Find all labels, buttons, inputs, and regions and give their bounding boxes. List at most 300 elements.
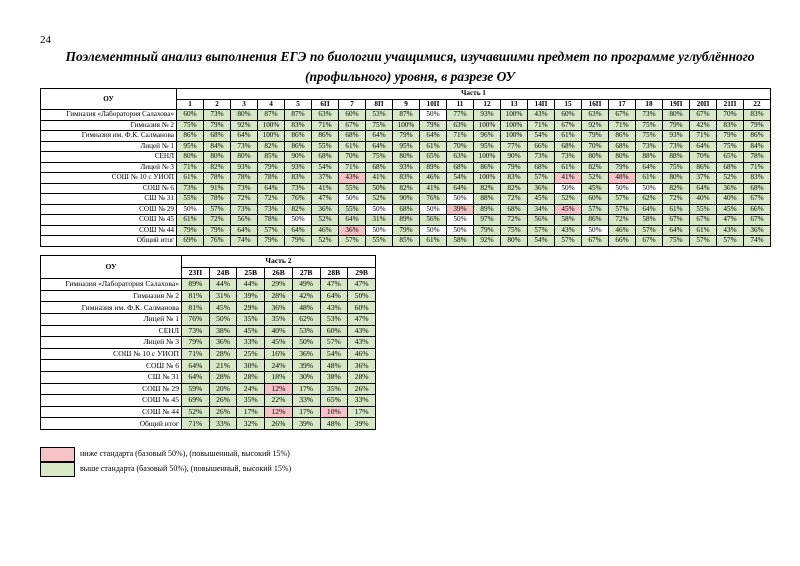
table-cell: 60%: [339, 110, 366, 121]
table-cell: 52%: [555, 194, 582, 205]
table-cell: 73%: [177, 183, 204, 194]
table-cell: 50%: [447, 225, 474, 236]
table-row: [41, 360, 376, 372]
table-cell: 100%: [258, 131, 285, 142]
table-cell: 43%: [339, 173, 366, 184]
table-cell: 79%: [182, 337, 210, 349]
row-name: Гимназия № 2: [41, 290, 182, 302]
table-cell: 54%: [528, 236, 555, 247]
table-cell: 54%: [320, 348, 348, 360]
table-cell: 57%: [555, 236, 582, 247]
column-header: 27В: [292, 267, 320, 279]
table-cell: 45%: [717, 204, 744, 215]
table-cell: 61%: [663, 204, 690, 215]
column-header: 28В: [320, 267, 348, 279]
table-cell: 79%: [609, 162, 636, 173]
table-cell: 70%: [339, 152, 366, 163]
table-cell: 82%: [285, 204, 312, 215]
table-cell: 45%: [582, 183, 609, 194]
table-cell: 72%: [204, 215, 231, 226]
table-cell: 68%: [393, 204, 420, 215]
table-cell: 31%: [366, 215, 393, 226]
table-cell: 37%: [690, 173, 717, 184]
table-cell: 45%: [209, 302, 237, 314]
table-cell: 80%: [177, 152, 204, 163]
table-cell: 50%: [582, 225, 609, 236]
table-cell: 79%: [285, 236, 312, 247]
table-cell: 35%: [237, 395, 265, 407]
table-cell: 50%: [292, 337, 320, 349]
column-header: 9: [393, 99, 420, 110]
table-cell: 86%: [690, 162, 717, 173]
table-cell: 35%: [237, 313, 265, 325]
table-cell: 24%: [265, 360, 293, 372]
table-cell: 60%: [555, 110, 582, 121]
table-cell: 62%: [292, 313, 320, 325]
table-cell: 77%: [501, 141, 528, 152]
table-cell: 83%: [744, 173, 771, 184]
table-cell: 74%: [231, 236, 258, 247]
table-cell: 90%: [501, 152, 528, 163]
table-cell: 67%: [609, 110, 636, 121]
table-cell: 45%: [555, 204, 582, 215]
table-cell: 88%: [474, 194, 501, 205]
table-cell: 80%: [231, 110, 258, 121]
table-cell: 93%: [474, 110, 501, 121]
table-cell: 78%: [231, 173, 258, 184]
table-cell: 71%: [177, 162, 204, 173]
table-cell: 26%: [265, 418, 293, 430]
table-cell: 92%: [474, 236, 501, 247]
table-cell: 85%: [258, 152, 285, 163]
table-cell: 55%: [312, 141, 339, 152]
table-row: [41, 131, 771, 142]
table-cell: 83%: [501, 173, 528, 184]
table-cell: 71%: [528, 120, 555, 131]
table-cell: 55%: [366, 236, 393, 247]
table-cell: 71%: [690, 131, 717, 142]
column-header: 12: [474, 99, 501, 110]
table-cell: 17%: [292, 406, 320, 418]
table-cell: 72%: [609, 215, 636, 226]
table-cell: 73%: [285, 183, 312, 194]
table-cell: 68%: [555, 141, 582, 152]
table-cell: 58%: [447, 236, 474, 247]
table-cell: 83%: [285, 173, 312, 184]
table-cell: 60%: [348, 302, 376, 314]
table-cell: 73%: [231, 204, 258, 215]
table-cell: 64%: [636, 162, 663, 173]
row-name: СШ № 31: [41, 194, 177, 205]
table-cell: 82%: [663, 183, 690, 194]
table-cell: 67%: [690, 110, 717, 121]
table-row: [41, 279, 376, 291]
table-cell: 52%: [312, 236, 339, 247]
table-cell: 68%: [204, 131, 231, 142]
table-cell: 79%: [393, 131, 420, 142]
table-cell: 74%: [744, 236, 771, 247]
legend-swatch-below: [40, 447, 75, 462]
table-cell: 57%: [528, 225, 555, 236]
row-name: СОШ № 45: [41, 215, 177, 226]
table-cell: 86%: [744, 131, 771, 142]
column-header: 3: [231, 99, 258, 110]
table-cell: 59%: [182, 383, 210, 395]
table-cell: 73%: [182, 325, 210, 337]
table-cell: 68%: [501, 204, 528, 215]
table-row: [41, 173, 771, 184]
table-cell: 73%: [204, 110, 231, 121]
table-cell: 64%: [447, 183, 474, 194]
table-cell: 75%: [717, 141, 744, 152]
table-cell: 36%: [209, 337, 237, 349]
table-cell: 68%: [609, 141, 636, 152]
row-name: Гимназия «Лаборатория Салахова»: [41, 279, 182, 291]
table-cell: 95%: [177, 141, 204, 152]
table-cell: 73%: [636, 110, 663, 121]
table-cell: 50%: [447, 215, 474, 226]
table-cell: 71%: [339, 162, 366, 173]
table-cell: 26%: [209, 395, 237, 407]
table-cell: 83%: [285, 120, 312, 131]
table-row: [41, 225, 771, 236]
table-cell: 67%: [663, 215, 690, 226]
table-cell: 39%: [292, 418, 320, 430]
table-cell: 91%: [204, 183, 231, 194]
table-cell: 50%: [609, 183, 636, 194]
table-cell: 75%: [663, 162, 690, 173]
table-cell: 64%: [663, 225, 690, 236]
legend-swatch-above: [40, 462, 75, 477]
table-cell: 40%: [717, 194, 744, 205]
table-cell: 43%: [320, 302, 348, 314]
table-cell: 47%: [312, 194, 339, 205]
table-cell: 36%: [339, 225, 366, 236]
row-name: Общий итог: [41, 418, 182, 430]
table-cell: 36%: [312, 204, 339, 215]
row-name: Лицей № 3: [41, 337, 182, 349]
table-row: [41, 371, 376, 383]
table-row: [41, 383, 376, 395]
table-cell: 43%: [348, 325, 376, 337]
column-header: 10П: [420, 99, 447, 110]
table-cell: 64%: [231, 225, 258, 236]
table-cell: 71%: [182, 418, 210, 430]
row-name: Гимназия им. Ф.К. Салманова: [41, 302, 182, 314]
table-cell: 100%: [258, 120, 285, 131]
table-row: [41, 302, 376, 314]
table-cell: 80%: [501, 236, 528, 247]
table-cell: 43%: [528, 110, 555, 121]
table-cell: 30%: [237, 360, 265, 372]
table-row: [41, 120, 771, 131]
table-cell: 77%: [447, 110, 474, 121]
table-cell: 34%: [528, 204, 555, 215]
table-cell: 73%: [555, 152, 582, 163]
row-name: СОШ № 6: [41, 183, 177, 194]
table-cell: 78%: [258, 215, 285, 226]
table-cell: 53%: [366, 110, 393, 121]
table-cell: 29%: [265, 279, 293, 291]
table-cell: 21%: [209, 360, 237, 372]
part1-header: Часть 1: [177, 89, 771, 100]
table-cell: 87%: [258, 110, 285, 121]
row-name: Гимназия «Лаборатория Салахова»: [41, 110, 177, 121]
table-row: [41, 162, 771, 173]
table-cell: 58%: [555, 215, 582, 226]
table-cell: 57%: [636, 225, 663, 236]
table-cell: 17%: [348, 406, 376, 418]
table-cell: 50%: [209, 313, 237, 325]
table-cell: 17%: [292, 383, 320, 395]
table-cell: 82%: [474, 183, 501, 194]
table-cell: 67%: [744, 215, 771, 226]
table-cell: 93%: [393, 162, 420, 173]
table-cell: 46%: [420, 173, 447, 184]
table-cell: 39%: [292, 360, 320, 372]
table-cell: 54%: [528, 131, 555, 142]
table-row: [41, 337, 376, 349]
table-cell: 79%: [258, 236, 285, 247]
column-header: 18: [636, 99, 663, 110]
table-cell: 78%: [204, 194, 231, 205]
row-name: Лицей № 3: [41, 162, 177, 173]
row-name: Лицей № 1: [41, 141, 177, 152]
table-cell: 69%: [177, 236, 204, 247]
table-cell: 76%: [182, 313, 210, 325]
table-cell: 81%: [182, 302, 210, 314]
table-cell: 33%: [237, 337, 265, 349]
table-cell: 97%: [474, 215, 501, 226]
table-cell: 64%: [690, 183, 717, 194]
table-cell: 52%: [582, 173, 609, 184]
table-cell: 50%: [366, 183, 393, 194]
table-cell: 33%: [348, 395, 376, 407]
table-cell: 57%: [609, 194, 636, 205]
legend-above: [40, 462, 440, 476]
column-header: 11: [447, 99, 474, 110]
table-cell: 86%: [582, 215, 609, 226]
table-cell: 25%: [237, 348, 265, 360]
table-cell: 55%: [177, 194, 204, 205]
table-cell: 100%: [474, 120, 501, 131]
table-cell: 67%: [339, 120, 366, 131]
table-cell: 61%: [555, 162, 582, 173]
table-cell: 65%: [420, 152, 447, 163]
table-row: [41, 194, 771, 205]
table-cell: 78%: [258, 173, 285, 184]
table-cell: 24%: [237, 383, 265, 395]
table-cell: 81%: [182, 290, 210, 302]
part1-table: [40, 88, 771, 247]
table-cell: 29%: [237, 302, 265, 314]
table-cell: 80%: [204, 152, 231, 163]
table-cell: 54%: [447, 173, 474, 184]
table-cell: 83%: [744, 110, 771, 121]
table-cell: 42%: [690, 120, 717, 131]
table-cell: 39%: [348, 418, 376, 430]
table-cell: 100%: [501, 110, 528, 121]
table-cell: 83%: [717, 120, 744, 131]
row-name: СОШ № 44: [41, 225, 177, 236]
column-header: 29В: [348, 267, 376, 279]
row-name: СОШ № 29: [41, 383, 182, 395]
table-cell: 86%: [312, 131, 339, 142]
table-cell: 43%: [717, 225, 744, 236]
row-name: СОШ № 6: [41, 360, 182, 372]
table-cell: 75%: [636, 120, 663, 131]
table-cell: 66%: [744, 204, 771, 215]
table-cell: 67%: [744, 194, 771, 205]
table-cell: 33%: [292, 395, 320, 407]
table-cell: 50%: [177, 204, 204, 215]
table-cell: 50%: [285, 215, 312, 226]
table-cell: 70%: [447, 141, 474, 152]
table-cell: 73%: [231, 183, 258, 194]
column-header: 19П: [663, 99, 690, 110]
table-cell: 90%: [285, 152, 312, 163]
table-cell: 93%: [663, 131, 690, 142]
table-cell: 58%: [636, 215, 663, 226]
table-cell: 36%: [265, 302, 293, 314]
table-cell: 67%: [555, 120, 582, 131]
table-row: [41, 395, 376, 407]
table-row: [41, 236, 771, 247]
row-name: СОШ № 10 с УИОП: [41, 173, 177, 184]
table-cell: 45%: [265, 337, 293, 349]
table-cell: 60%: [582, 194, 609, 205]
table-cell: 96%: [474, 131, 501, 142]
table-cell: 64%: [366, 131, 393, 142]
table-cell: 39%: [237, 290, 265, 302]
table-cell: 79%: [501, 162, 528, 173]
table-cell: 79%: [420, 120, 447, 131]
column-header: 25В: [237, 267, 265, 279]
column-header: 13: [501, 99, 528, 110]
table-cell: 75%: [177, 120, 204, 131]
table-cell: 80%: [393, 152, 420, 163]
table-cell: 49%: [292, 279, 320, 291]
table-cell: 47%: [348, 313, 376, 325]
table-cell: 48%: [320, 360, 348, 372]
table-cell: 100%: [501, 131, 528, 142]
table-cell: 50%: [420, 225, 447, 236]
table-cell: 48%: [609, 173, 636, 184]
table-cell: 79%: [474, 225, 501, 236]
table-cell: 75%: [501, 225, 528, 236]
table-cell: 41%: [555, 173, 582, 184]
table-cell: 36%: [744, 225, 771, 236]
column-header: 6П: [312, 99, 339, 110]
table-cell: 56%: [231, 215, 258, 226]
table-cell: 90%: [393, 194, 420, 205]
table-cell: 70%: [690, 152, 717, 163]
table-cell: 73%: [231, 141, 258, 152]
table-cell: 64%: [420, 131, 447, 142]
table-cell: 63%: [582, 110, 609, 121]
table-cell: 26%: [348, 383, 376, 395]
table-cell: 79%: [393, 225, 420, 236]
table-cell: 64%: [258, 183, 285, 194]
column-header: 22: [744, 99, 771, 110]
table-cell: 54%: [312, 162, 339, 173]
table-cell: 17%: [237, 406, 265, 418]
legend-text-above: выше стандарта (базовый 50%), (повышенный, высокий 15%): [80, 464, 292, 473]
column-header: 1: [177, 99, 204, 110]
table-cell: 48%: [320, 418, 348, 430]
table-cell: 80%: [609, 152, 636, 163]
table-cell: 50%: [420, 204, 447, 215]
part2-table: [40, 255, 376, 430]
column-header: 24В: [209, 267, 237, 279]
table-cell: 41%: [366, 173, 393, 184]
table-cell: 63%: [447, 120, 474, 131]
table-cell: 89%: [420, 162, 447, 173]
table-cell: 57%: [258, 225, 285, 236]
table-cell: 56%: [528, 215, 555, 226]
table-cell: 86%: [285, 131, 312, 142]
table-cell: 64%: [231, 131, 258, 142]
table-cell: 28%: [209, 348, 237, 360]
table-cell: 55%: [339, 204, 366, 215]
table-cell: 72%: [258, 194, 285, 205]
table-cell: 64%: [320, 290, 348, 302]
table-cell: 35%: [265, 313, 293, 325]
table-cell: 45%: [528, 194, 555, 205]
table-cell: 41%: [312, 183, 339, 194]
table-cell: 64%: [636, 204, 663, 215]
table-cell: 47%: [320, 279, 348, 291]
table-cell: 93%: [285, 162, 312, 173]
table-cell: 68%: [366, 162, 393, 173]
row-name: СЕНЛ: [41, 325, 182, 337]
row-name: СОШ № 45: [41, 395, 182, 407]
table-cell: 71%: [744, 162, 771, 173]
table-cell: 47%: [717, 215, 744, 226]
table-cell: 42%: [292, 290, 320, 302]
table-cell: 47%: [348, 279, 376, 291]
table-cell: 93%: [231, 162, 258, 173]
table-cell: 80%: [663, 173, 690, 184]
table-cell: 35%: [320, 383, 348, 395]
table-cell: 57%: [528, 173, 555, 184]
table-cell: 79%: [258, 162, 285, 173]
table-cell: 80%: [582, 152, 609, 163]
table-row: [41, 290, 376, 302]
row-name: Общий итог: [41, 236, 177, 247]
table-cell: 82%: [258, 141, 285, 152]
table-cell: 78%: [204, 173, 231, 184]
table-cell: 38%: [320, 371, 348, 383]
table-cell: 28%: [348, 371, 376, 383]
table-cell: 64%: [366, 141, 393, 152]
table-cell: 64%: [690, 141, 717, 152]
table-cell: 100%: [474, 173, 501, 184]
column-header: 8П: [366, 99, 393, 110]
table-cell: 86%: [474, 162, 501, 173]
table-cell: 79%: [717, 131, 744, 142]
table-row: [41, 418, 376, 430]
table-cell: 53%: [292, 325, 320, 337]
page-title: Поэлементный анализ выполнения ЕГЭ по биологии учащимися, изучавшими предмет по программе углублённого (профильного) уровня, в разрезе ОУ: [65, 49, 755, 84]
table-cell: 50%: [636, 183, 663, 194]
table-cell: 66%: [609, 236, 636, 247]
column-header: 26В: [265, 267, 293, 279]
table-cell: 22%: [265, 395, 293, 407]
table-cell: 80%: [663, 110, 690, 121]
table-cell: 70%: [582, 141, 609, 152]
table-cell: 39%: [447, 204, 474, 215]
